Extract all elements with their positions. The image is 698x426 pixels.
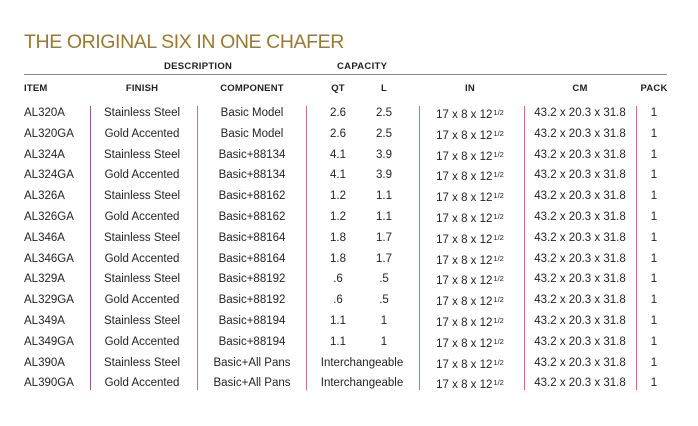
cell-cm: 43.2 x 20.3 x 31.8	[534, 169, 626, 182]
cell-component: Basic+88134	[218, 148, 286, 161]
cell-in-value: 17 x 8 x 12	[436, 192, 493, 205]
cell-cm: 43.2 x 20.3 x 31.8	[534, 273, 626, 286]
table-row	[0, 252, 698, 273]
cell-l: .5	[379, 273, 389, 286]
cell-in-value: 17 x 8 x 12	[436, 213, 493, 225]
cell-in-value: 17 x 8 x 12	[436, 337, 493, 350]
cell-in	[436, 272, 504, 288]
cell-capacity-note: Interchangeable	[320, 356, 404, 369]
cell-in-value: 17 x 8 x 12	[436, 109, 493, 121]
cell-pack: 1	[650, 190, 658, 203]
table-row	[0, 293, 698, 314]
cell-in-fraction: 1/2	[493, 357, 504, 367]
cell-qt: 2.6	[330, 127, 346, 140]
cell-l: 2.5	[376, 107, 392, 119]
cell-item: AL390GA	[24, 377, 74, 390]
page-title: THE ORIGINAL SIX IN ONE CHAFER	[24, 31, 344, 53]
cell-pack: 1	[650, 315, 658, 327]
table-row	[0, 335, 698, 356]
header-qt: QT	[331, 83, 345, 94]
table-row	[0, 210, 698, 231]
cell-pack: 1	[650, 148, 658, 161]
cell-qt: 4.1	[330, 148, 346, 161]
header-item: ITEM	[24, 83, 48, 94]
cell-l: .5	[379, 294, 389, 307]
table-row	[0, 168, 698, 189]
header-rule	[24, 74, 667, 75]
cell-in-fraction: 1/2	[493, 336, 504, 346]
table-row	[0, 127, 698, 148]
cell-cm: 43.2 x 20.3 x 31.8	[534, 335, 626, 348]
cell-in-fraction: 1/2	[493, 295, 504, 305]
cell-qt: 1.1	[330, 335, 346, 348]
cell-finish: Gold Accented	[104, 169, 180, 182]
cell-finish: Stainless Steel	[103, 315, 181, 327]
cell-item: AL324A	[24, 148, 65, 161]
cell-cm: 43.2 x 20.3 x 31.8	[534, 356, 626, 369]
cell-in-fraction: 1/2	[493, 212, 504, 221]
cell-in	[436, 189, 504, 205]
cell-in-value: 17 x 8 x 12	[436, 171, 493, 184]
cell-cm: 43.2 x 20.3 x 31.8	[534, 127, 626, 140]
cell-finish: Stainless Steel	[103, 107, 181, 119]
cell-finish: Gold Accented	[104, 252, 180, 265]
cell-in	[436, 252, 504, 268]
cell-in-fraction: 1/2	[493, 149, 504, 159]
table-row	[0, 189, 698, 210]
cell-in	[436, 376, 504, 392]
cell-cm: 43.2 x 20.3 x 31.8	[534, 231, 626, 244]
cell-in-value: 17 x 8 x 12	[436, 129, 493, 142]
cell-qt: 1.8	[330, 231, 346, 244]
cell-l: 1.1	[376, 190, 392, 203]
cell-in-fraction: 1/2	[493, 274, 504, 284]
header-pack: PACK	[640, 83, 668, 94]
cell-qt: .6	[333, 294, 343, 307]
table-row	[0, 314, 698, 335]
cell-in	[436, 356, 504, 372]
cell-l: 1.1	[376, 211, 392, 223]
cell-in-value: 17 x 8 x 12	[436, 150, 493, 163]
cell-in-fraction: 1/2	[493, 316, 504, 325]
cell-finish: Gold Accented	[104, 294, 180, 307]
cell-finish: Stainless Steel	[103, 273, 181, 286]
cell-finish: Stainless Steel	[103, 231, 181, 244]
cell-pack: 1	[650, 377, 658, 390]
cell-item: AL390A	[24, 356, 65, 369]
cell-component: Basic+88192	[218, 273, 286, 286]
table-row	[0, 148, 698, 169]
cell-in	[436, 148, 504, 164]
cell-item: AL346GA	[24, 252, 74, 265]
cell-in	[436, 168, 504, 184]
cell-pack: 1	[650, 211, 658, 223]
cell-component: Basic Model	[220, 107, 284, 119]
cell-cm: 43.2 x 20.3 x 31.8	[534, 294, 626, 307]
cell-qt: 4.1	[330, 169, 346, 182]
cell-pack: 1	[650, 294, 658, 307]
cell-in-fraction: 1/2	[493, 232, 504, 242]
cell-finish: Stainless Steel	[103, 190, 181, 203]
cell-component: Basic+88164	[218, 231, 286, 244]
table-row	[0, 272, 698, 293]
cell-finish: Gold Accented	[104, 211, 180, 223]
cell-l: 1	[380, 335, 388, 348]
cell-item: AL349GA	[24, 335, 74, 348]
group-heading-capacity: CAPACITY	[337, 61, 388, 72]
header-finish: FINISH	[125, 83, 159, 94]
cell-in-value: 17 x 8 x 12	[436, 296, 493, 309]
cell-in-fraction: 1/2	[493, 378, 504, 388]
cell-in-value: 17 x 8 x 12	[436, 254, 493, 267]
cell-qt: 1.2	[330, 190, 346, 203]
cell-l: 1.7	[376, 231, 392, 244]
cell-in-fraction: 1/2	[493, 253, 504, 263]
cell-component: Basic+88134	[218, 169, 286, 182]
cell-in-fraction: 1/2	[493, 128, 504, 138]
cell-pack: 1	[650, 252, 658, 265]
cell-l: 1	[380, 315, 388, 327]
cell-item: AL320GA	[24, 127, 74, 140]
cell-component: Basic+88162	[218, 211, 286, 223]
cell-pack: 1	[650, 127, 658, 140]
cell-pack: 1	[650, 107, 658, 119]
cell-l: 3.9	[376, 148, 392, 161]
table-row	[0, 231, 698, 252]
group-heading-description: DESCRIPTION	[164, 61, 233, 72]
cell-cm: 43.2 x 20.3 x 31.8	[534, 315, 626, 327]
cell-component: Basic+88194	[218, 335, 286, 348]
cell-in-value: 17 x 8 x 12	[436, 379, 493, 392]
cell-pack: 1	[650, 335, 658, 348]
table-row	[0, 356, 698, 377]
cell-item: AL329GA	[24, 294, 74, 307]
cell-in-fraction: 1/2	[493, 191, 504, 201]
cell-cm: 43.2 x 20.3 x 31.8	[534, 377, 626, 390]
cell-in	[436, 106, 504, 122]
cell-finish: Gold Accented	[104, 127, 180, 140]
cell-component: Basic+88164	[218, 252, 286, 265]
cell-finish: Gold Accented	[104, 335, 180, 348]
cell-capacity-note: Interchangeable	[320, 377, 404, 390]
cell-item: AL326A	[24, 190, 65, 203]
header-component: COMPONENT	[220, 83, 284, 94]
cell-component: Basic+88192	[218, 294, 286, 307]
cell-item: AL324GA	[24, 169, 74, 182]
cell-pack: 1	[650, 356, 658, 369]
cell-in	[436, 314, 504, 330]
cell-in-fraction: 1/2	[493, 108, 504, 117]
cell-in	[436, 293, 504, 309]
cell-in-value: 17 x 8 x 12	[436, 317, 493, 329]
cell-finish: Gold Accented	[104, 377, 180, 390]
cell-item: AL320A	[24, 107, 65, 119]
cell-cm: 43.2 x 20.3 x 31.8	[534, 107, 626, 119]
cell-qt: 1.2	[330, 211, 346, 223]
cell-l: 1.7	[376, 252, 392, 265]
cell-component: Basic+88194	[218, 315, 286, 327]
cell-cm: 43.2 x 20.3 x 31.8	[534, 252, 626, 265]
cell-cm: 43.2 x 20.3 x 31.8	[534, 190, 626, 203]
cell-qt: 1.8	[330, 252, 346, 265]
cell-cm: 43.2 x 20.3 x 31.8	[534, 148, 626, 161]
cell-finish: Stainless Steel	[103, 356, 181, 369]
table-row	[0, 376, 698, 397]
cell-in	[436, 127, 504, 143]
cell-in-fraction: 1/2	[493, 170, 504, 180]
cell-pack: 1	[650, 273, 658, 286]
cell-l: 3.9	[376, 169, 392, 182]
cell-finish: Stainless Steel	[103, 148, 181, 161]
cell-item: AL346A	[24, 231, 65, 244]
header-in: IN	[465, 83, 475, 94]
cell-item: AL329A	[24, 273, 65, 286]
cell-in	[436, 210, 504, 226]
cell-item: AL349A	[24, 315, 65, 327]
header-l: L	[380, 83, 388, 94]
cell-in-value: 17 x 8 x 12	[436, 358, 493, 371]
cell-in	[436, 335, 504, 351]
cell-qt: .6	[333, 273, 343, 286]
cell-in	[436, 231, 504, 247]
cell-qt: 2.6	[330, 107, 346, 119]
table-row	[0, 106, 698, 127]
cell-in-value: 17 x 8 x 12	[436, 233, 493, 246]
cell-cm: 43.2 x 20.3 x 31.8	[534, 211, 626, 223]
cell-component: Basic Model	[220, 127, 284, 140]
cell-component: Basic+All Pans	[213, 377, 291, 390]
cell-component: Basic+All Pans	[213, 356, 291, 369]
cell-l: 2.5	[376, 127, 392, 140]
cell-in-value: 17 x 8 x 12	[436, 275, 493, 288]
cell-pack: 1	[650, 231, 658, 244]
cell-pack: 1	[650, 169, 658, 182]
cell-component: Basic+88162	[218, 190, 286, 203]
cell-item: AL326GA	[24, 211, 74, 223]
header-cm: CM	[572, 83, 588, 94]
cell-qt: 1.1	[330, 315, 346, 327]
